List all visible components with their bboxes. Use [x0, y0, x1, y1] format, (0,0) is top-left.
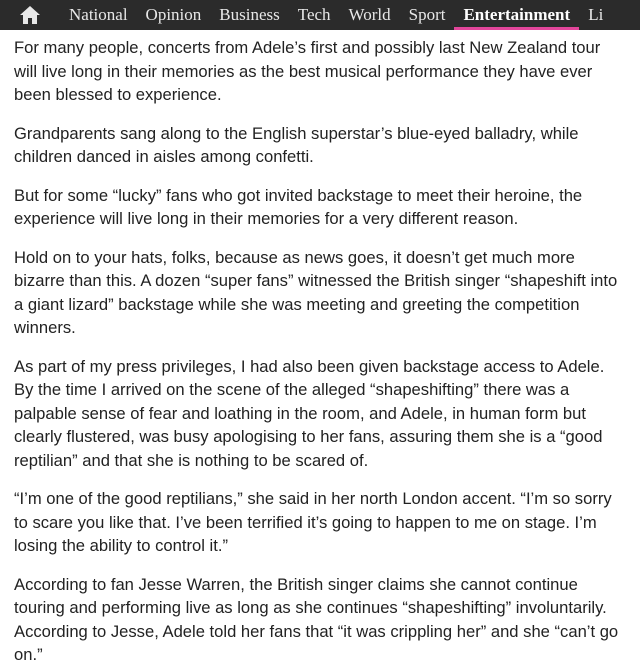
nav-item-world[interactable]: World [348, 5, 391, 24]
article-paragraph: But for some “lucky” fans who got invited backstage to meet their heroine, the experience will live long in their memories for a very different reason. [14, 185, 583, 228]
article-paragraph: “I’m one of the good reptilians,” she said in her north London accent. “I’m so sorry to scare you like that. I’ve been terrified it’s going to happen to me on stage. I’m losing the ability to control it.” [14, 489, 612, 555]
top-nav [0, 0, 640, 30]
article-paragraph: According to fan Jesse Warren, the British singer claims she cannot continue touring and performing live as long as she continues “shapeshifting” involuntarily. According to Jesse, Adele told her fans that “it was crippling her” and she “can’t go on.” [14, 574, 619, 664]
nav-item-tech[interactable]: Tech [297, 5, 331, 24]
nav-item-opinion[interactable]: Opinion [145, 5, 202, 24]
article-paragraph: As part of my press privileges, I had also been given backstage access to Adele. By the time I arrived on the scene of the alleged “shapeshifting” there was a palpable sense of fear and loathing in the room, and Adele, in human form but clearly flustered, was busy apologising to her fans, assuring them she is a “good reptilian” and that she is nothing to be scared of. [14, 356, 605, 470]
nav-item-entertainment[interactable]: Entertainment [454, 0, 579, 30]
nav-item-sport[interactable]: Sport [408, 5, 446, 24]
home-button[interactable] [0, 0, 60, 30]
article-body [0, 30, 640, 667]
nav-item-lifestyle[interactable]: Li [588, 5, 604, 24]
article-paragraph: Grandparents sang along to the English superstar’s blue-eyed balladry, while children danced in aisles among confetti. [14, 123, 579, 166]
article-paragraph: For many people, concerts from Adele’s first and possibly last New Zealand tour will live long in their memories as the best musical performance they have ever been blessed to experience. [14, 38, 601, 104]
article-paragraph: Hold on to your hats, folks, because as news goes, it doesn’t get much more bizarre than this. A dozen “super fans” witnessed the British singer “shapeshift into a giant lizard” backstage while she was meeting and greeting the competition winners. [14, 247, 618, 337]
nav-item-national[interactable]: National [69, 5, 128, 24]
home-icon [19, 5, 41, 25]
nav-item-business[interactable]: Business [219, 5, 280, 24]
